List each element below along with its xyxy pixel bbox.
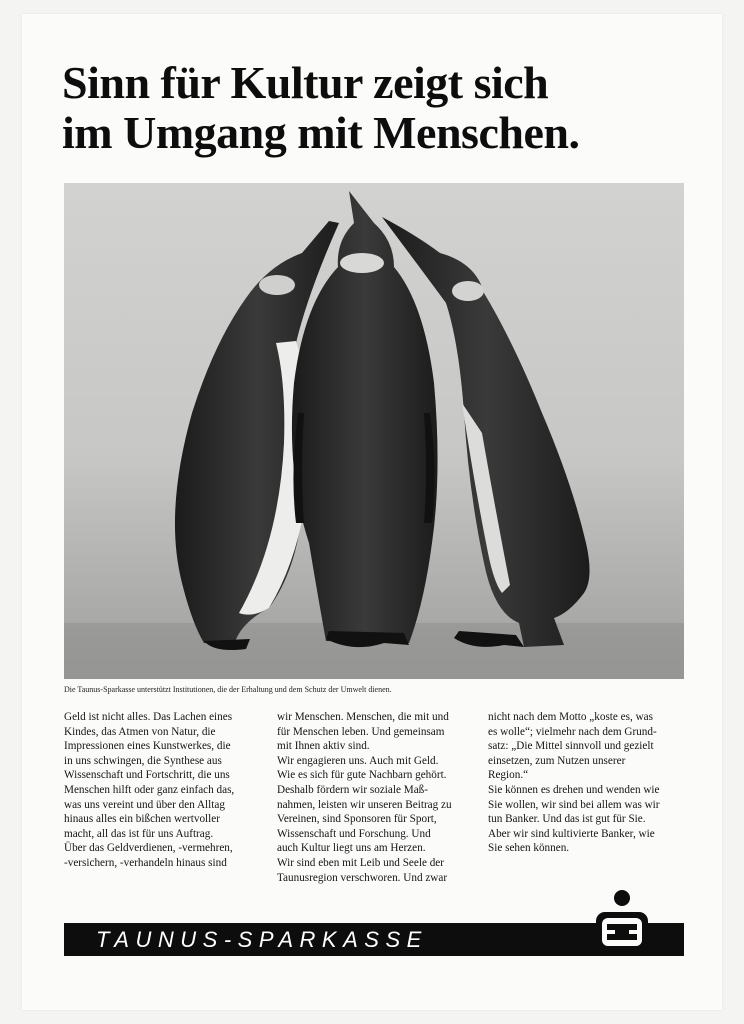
penguins-photo bbox=[64, 183, 684, 679]
text-line: satz: „Die Mittel sinnvoll und gezielt bbox=[488, 740, 654, 753]
text-line: Sie sehen können. bbox=[488, 842, 570, 855]
text-line: nahmen, leisten wir unseren Beitrag zu bbox=[277, 798, 452, 811]
text-line: Geld ist nicht alles. Das Lachen eines bbox=[64, 711, 233, 723]
headline bbox=[62, 58, 702, 158]
sparkasse-logo-icon bbox=[593, 888, 651, 954]
text-line: Wir sind eben mit Leib und Seele der bbox=[277, 856, 445, 869]
text-line: Wissenschaft und Forschung. Und bbox=[277, 827, 431, 840]
text-line: Aber wir sind kultivierte Banker, wie bbox=[488, 827, 655, 840]
text-line: -versichern, -verhandeln hinaus sind bbox=[64, 856, 227, 869]
text-column-2 bbox=[277, 710, 477, 885]
text-line: Menschen hilft oder ganz einfach das, bbox=[64, 783, 235, 796]
text-line: in uns schwingen, die Synthese aus bbox=[64, 754, 222, 767]
text-line: für Menschen leben. Und gemeinsam bbox=[277, 725, 445, 738]
text-line: auch Kultur liegt uns am Herzen. bbox=[277, 842, 426, 855]
text-column-1 bbox=[64, 710, 264, 871]
text-line: Region.“ bbox=[488, 769, 529, 782]
text-line: einsetzen, zum Nutzen unserer bbox=[488, 754, 626, 767]
text-line: was uns vereint und über den Alltag bbox=[64, 798, 225, 811]
headline-line-1: Sinn für Kultur zeigt sich bbox=[62, 57, 549, 108]
text-line: macht, all das ist für uns Auftrag. bbox=[64, 827, 214, 840]
text-line: Kindes, das Atmen von Natur, die bbox=[64, 725, 216, 738]
text-line: wir Menschen. Menschen, die mit und bbox=[277, 711, 449, 723]
text-line: Sie können es drehen und wenden wie bbox=[488, 783, 660, 796]
text-line: Impressionen eines Kunstwerkes, die bbox=[64, 740, 231, 753]
text-column-3 bbox=[488, 710, 688, 856]
text-line: Sie wollen, wir sind bei allem was wir bbox=[488, 798, 660, 811]
photo-caption: Die Taunus-Sparkasse unterstützt Institutionen, die der Erhaltung und dem Schutz der Umwelt dienen. bbox=[64, 685, 392, 694]
text-line: Wir engagieren uns. Auch mit Geld. bbox=[277, 754, 439, 767]
penguins-illustration bbox=[64, 183, 684, 679]
text-line: Taunusregion verschworen. Und zwar bbox=[277, 871, 448, 884]
text-line: tun Banker. Und das ist gut für Sie. bbox=[488, 813, 646, 826]
text-line: Deshalb fördern wir soziale Maß- bbox=[277, 783, 428, 796]
headline-line-2: im Umgang mit Menschen. bbox=[62, 107, 580, 158]
brand-name: TAUNUS-SPARKASSE bbox=[96, 927, 428, 952]
text-line: hinaus alles ein bißchen wertvoller bbox=[64, 813, 220, 826]
text-line: Vereinen, sind Sponsoren für Sport, bbox=[277, 813, 437, 826]
text-line: es wolle“; vielmehr nach dem Grund- bbox=[488, 725, 657, 738]
text-line: nicht nach dem Motto „koste es, was bbox=[488, 711, 653, 723]
brand-banner bbox=[64, 923, 684, 956]
text-line: mit Ihnen aktiv sind. bbox=[277, 740, 370, 753]
text-line: Über das Geldverdienen, -vermehren, bbox=[64, 842, 233, 855]
text-line: Wie es sich für gute Nachbarn gehört. bbox=[277, 769, 447, 782]
text-line: Wissenschaft und Fortschritt, die uns bbox=[64, 769, 230, 782]
